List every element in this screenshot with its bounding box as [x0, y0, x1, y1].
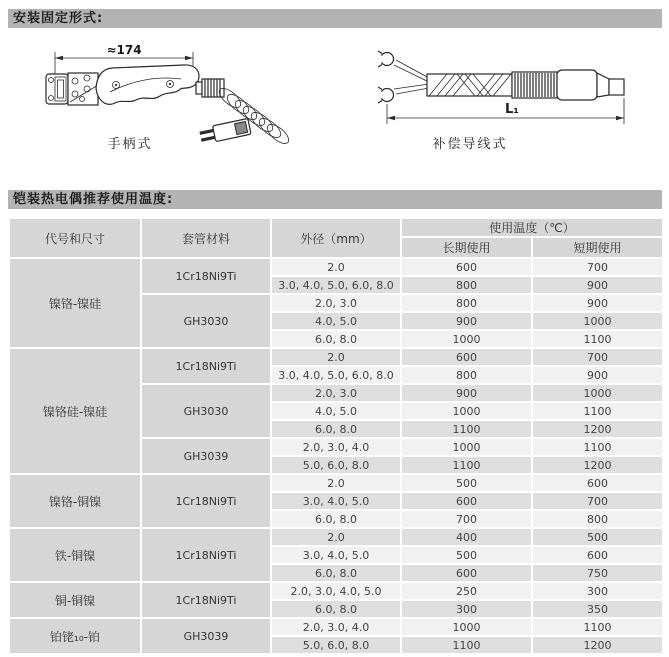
long-term-temp-cell: 1000 [401, 402, 532, 420]
thermocouple-type-cell: 铁-铜镍 [9, 528, 141, 582]
table-row [9, 348, 663, 366]
header-long-term: 长期使用 [401, 237, 532, 258]
short-term-temp-cell: 1100 [532, 438, 663, 456]
outer-diameter-cell: 5.0, 6.0, 8.0 [271, 636, 401, 654]
thermocouple-type-cell: 镍铬-铜镍 [9, 474, 141, 528]
dimension-line-L1 [387, 98, 624, 124]
table-row [9, 528, 663, 546]
outer-diameter-cell: 2.0, 3.0, 4.0, 5.0 [271, 582, 401, 600]
handle-type-label: 手柄式 [107, 137, 153, 152]
long-term-temp-cell: 800 [401, 294, 532, 312]
outer-diameter-cell: 2.0 [271, 348, 401, 366]
long-term-temp-cell: 1100 [401, 636, 532, 654]
thermocouple-type-cell: 镍铬-镍硅 [9, 258, 141, 348]
short-term-temp-cell: 1100 [532, 330, 663, 348]
outer-diameter-cell: 2.0 [271, 528, 401, 546]
long-term-temp-cell: 500 [401, 474, 532, 492]
long-term-temp-cell: 250 [401, 582, 532, 600]
long-term-temp-cell: 600 [401, 564, 532, 582]
table-row [9, 474, 663, 492]
short-term-temp-cell: 350 [532, 600, 663, 618]
connector-plug [199, 118, 251, 144]
outer-diameter-cell: 2.0, 3.0, 4.0 [271, 438, 401, 456]
short-term-temp-cell: 700 [532, 348, 663, 366]
short-term-temp-cell: 700 [532, 492, 663, 510]
short-term-temp-cell: 700 [532, 258, 663, 276]
outer-diameter-cell: 6.0, 8.0 [271, 600, 401, 618]
lead-wire-type-label: 补偿导线式 [432, 137, 508, 152]
short-term-temp-cell: 600 [532, 474, 663, 492]
long-term-temp-cell: 400 [401, 528, 532, 546]
outer-diameter-cell: 2.0 [271, 474, 401, 492]
header-outer-diameter: 外径（mm） [271, 218, 401, 258]
table-row [9, 582, 663, 600]
long-term-temp-cell: 300 [401, 600, 532, 618]
sheath-material-cell: 1Cr18Ni9Ti [141, 474, 271, 528]
short-term-temp-cell: 500 [532, 528, 663, 546]
short-term-temp-cell: 1200 [532, 636, 663, 654]
section-title-installation: 安装固定形式: [8, 9, 662, 28]
long-term-temp-cell: 1000 [401, 618, 532, 636]
long-term-temp-cell: 1000 [401, 330, 532, 348]
outer-diameter-cell: 3.0, 4.0, 5.0 [271, 492, 401, 510]
thermocouple-type-cell: 铜-铜镍 [9, 582, 141, 618]
outer-diameter-cell: 4.0, 5.0 [271, 312, 401, 330]
sheath-material-cell: GH3030 [141, 384, 271, 438]
short-term-temp-cell: 300 [532, 582, 663, 600]
sheath-material-cell: GH3039 [141, 438, 271, 474]
short-term-temp-cell: 1000 [532, 312, 663, 330]
outer-diameter-cell: 6.0, 8.0 [271, 330, 401, 348]
header-use-temperature: 使用温度（℃） [401, 218, 663, 237]
long-term-temp-cell: 900 [401, 384, 532, 402]
header-sheath-material: 套管材料 [141, 218, 271, 258]
long-term-temp-cell: 1000 [401, 438, 532, 456]
outer-diameter-cell: 2.0 [271, 258, 401, 276]
header-short-term: 短期使用 [532, 237, 663, 258]
table-row [9, 258, 663, 276]
long-term-temp-cell: 900 [401, 312, 532, 330]
long-term-temp-cell: 600 [401, 258, 532, 276]
dimension-label: L₁ [505, 102, 519, 117]
section-title-temperature-table: 铠装热电偶推荐使用温度: [8, 190, 662, 209]
short-term-temp-cell: 1000 [532, 384, 663, 402]
sheath-material-cell: 1Cr18Ni9Ti [141, 582, 271, 618]
temperature-table [8, 217, 662, 655]
temperature-table-body [9, 258, 663, 654]
handle-grip [96, 65, 199, 104]
outer-diameter-cell: 2.0, 3.0, 4.0 [271, 618, 401, 636]
long-term-temp-cell: 600 [401, 492, 532, 510]
long-term-temp-cell: 700 [401, 510, 532, 528]
outer-diameter-cell: 6.0, 8.0 [271, 510, 401, 528]
lead-wire-type-diagram [372, 46, 632, 131]
outer-diameter-cell: 3.0, 4.0, 5.0, 6.0, 8.0 [271, 276, 401, 294]
short-term-temp-cell: 750 [532, 564, 663, 582]
outer-diameter-cell: 6.0, 8.0 [271, 564, 401, 582]
long-term-temp-cell: 1100 [401, 420, 532, 438]
table-row [9, 618, 663, 636]
thermocouple-type-cell: 镍铬硅-镍硅 [9, 348, 141, 474]
long-term-temp-cell: 1100 [401, 456, 532, 474]
short-term-temp-cell: 900 [532, 366, 663, 384]
long-term-temp-cell: 600 [401, 348, 532, 366]
fork-terminal-lower [372, 84, 429, 104]
spring-section [512, 72, 557, 98]
outer-diameter-cell: 3.0, 4.0, 5.0, 6.0, 8.0 [271, 366, 401, 384]
short-term-temp-cell: 900 [532, 294, 663, 312]
short-term-temp-cell: 1100 [532, 402, 663, 420]
short-term-temp-cell: 800 [532, 510, 663, 528]
sheath-material-cell: 1Cr18Ni9Ti [141, 348, 271, 384]
sheath-material-cell: 1Cr18Ni9Ti [141, 528, 271, 582]
short-term-temp-cell: 1100 [532, 618, 663, 636]
short-term-temp-cell: 1200 [532, 420, 663, 438]
outer-diameter-cell: 5.0, 6.0, 8.0 [271, 456, 401, 474]
outer-diameter-cell: 6.0, 8.0 [271, 420, 401, 438]
fork-terminal-upper [372, 50, 429, 82]
outer-diameter-cell: 2.0, 3.0 [271, 384, 401, 402]
long-term-temp-cell: 500 [401, 546, 532, 564]
dimension-label: ≈174 [106, 43, 142, 57]
short-term-temp-cell: 600 [532, 546, 663, 564]
header-code-size: 代号和尺寸 [9, 218, 141, 258]
outer-diameter-cell: 3.0, 4.0, 5.0 [271, 546, 401, 564]
braided-sleeve [427, 74, 512, 96]
short-term-temp-cell: 1200 [532, 456, 663, 474]
thermocouple-type-cell: 铂铑₁₀-铂 [9, 618, 141, 654]
outer-diameter-cell: 2.0, 3.0 [271, 294, 401, 312]
lead-handle [557, 70, 624, 100]
long-term-temp-cell: 800 [401, 366, 532, 384]
short-term-temp-cell: 900 [532, 276, 663, 294]
sheath-material-cell: GH3030 [141, 294, 271, 348]
long-term-temp-cell: 800 [401, 276, 532, 294]
sheath-material-cell: 1Cr18Ni9Ti [141, 258, 271, 294]
sheath-material-cell: GH3039 [141, 618, 271, 654]
outer-diameter-cell: 4.0, 5.0 [271, 402, 401, 420]
